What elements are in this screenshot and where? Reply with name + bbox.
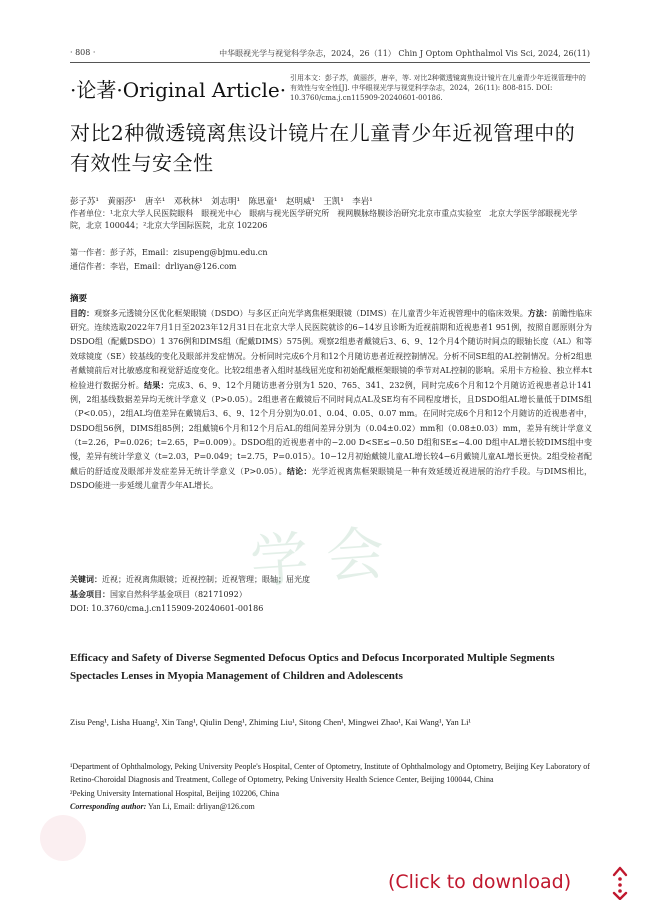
download-link[interactable]: (Click to download)	[388, 871, 572, 893]
affiliation-chinese: 作者单位：¹北京大学人民医院眼科 眼视光中心 眼病与视光医学研究所 视网膜脉络膜诊治研究北京市重点实验室 北京大学医学部眼视光学院，北京 100044；²北京大学国际医院，北京 102206	[70, 209, 578, 230]
keywords	[70, 574, 310, 585]
affiliation-english-1: ¹Department of Ophthalmology, Peking University People's Hospital, Center of Optometry, Institute of Ophthalmology and Optometry, Beijing Key Laboratory of Retino-Choroidal Diagnosis and Treatment, College of Optometry, Peking University Health Science Center, Beijing 100044, China	[70, 762, 590, 785]
abstract-heading: 摘要	[70, 294, 88, 304]
corr-text-en: Yan Li, Email: drliyan@126.com	[146, 802, 255, 812]
corresponding-author: 通信作者：李岩，Email：drliyan@126.com	[70, 262, 237, 271]
keywords-label: 关键词：	[70, 574, 102, 584]
keywords-text: 近视；近视离焦眼镜；近视控制；近视管理；眼轴；屈光度	[102, 575, 310, 584]
methods-label: 方法：	[527, 308, 552, 318]
conclusion-text: 光学近视离焦框架眼镜是一种有效延缓近视进展的治疗手段。与DIMS相比，DSDO能进一步延缓儿童青少年AL增长。	[70, 467, 592, 491]
fund	[70, 589, 247, 600]
affiliation-english-2: ²Peking University International Hospital, Beijing 102206, China	[70, 788, 280, 798]
corr-label-en: Corresponding author:	[70, 802, 147, 812]
methods-text: 前瞻性临床研究。连续选取2022年7月1日至2023年12月31日在北京大学人民医院就诊的6~14岁且诊断为近视前期和近视患者1 951例，按照自愿原则分为DSDO组（配戴DSDO）1 376例和DIMS组（配戴DIMS）575例。观察2组患者戴镜后3、6、9、12个月4个随访时间点的眼轴长度（AL）和等效球镜度（SE）较基线的变化及眼部并发症情况。分析同时完成6个月和12个月随访患者近视控制情况。分析不同SE组的AL控制情况。分析2组患者戴镜前后对比敏感度和视觉舒适度变化。比较2组患者入组时基线屈光度和初始配戴框架眼镜的季节对AL控制的影响。采用卡方检验、独立样本t检验进行数据分析。	[70, 309, 593, 391]
journal-info: 中华眼视光学与视觉科学杂志，2024，26（11） Chin J Optom Ophthalmol Vis Sci, 2024, 26(11)	[219, 49, 590, 58]
watermark-logo: 学会	[248, 517, 405, 597]
fund-text: 国家自然科学基金项目（82171092）	[110, 590, 247, 599]
section-tag: ·论著·Original Article·	[70, 78, 287, 102]
header-rule	[70, 62, 590, 63]
results-label: 结果：	[144, 380, 169, 391]
conclusion-label: 结论：	[286, 466, 312, 477]
affiliation-english	[70, 760, 590, 814]
corresponding-english	[70, 800, 590, 813]
page-number: · 808 ·	[70, 48, 96, 57]
download-arrow-icon[interactable]	[611, 866, 629, 900]
first-author: 第一作者：彭子苏，Email：zisupeng@bjmu.edu.cn	[70, 248, 268, 257]
authors-chinese: 彭子苏¹ 黄丽莎¹ 唐辛¹ 邓秋林¹ 刘志明¹ 陈思童¹ 赵明威¹ 王凯¹ 李岩¹	[70, 197, 373, 207]
fund-label: 基金项目：	[70, 589, 110, 599]
seal-watermark	[40, 815, 86, 861]
abstract-body	[70, 306, 592, 494]
title-english: Efficacy and Safety of Diverse Segmented Defocus Optics and Defocus Incorporated Multiple Segments Spectacles Lenses in Myopia Management of Children and Adolescents	[70, 652, 555, 682]
title-chinese: 对比2种微透镜离焦设计镜片在儿童青少年近视管理中的有效性与安全性	[70, 121, 576, 175]
citation-text: 引用本文：彭子苏，黄丽莎，唐辛，等. 对比2种微透镜离焦设计镜片在儿童青少年近视管理中的有效性与安全性[J]. 中华眼视光学与视觉科学杂志，2024，26(11): 808-815. DOI: 10.3760/cma.j.cn115909-20240601-00186.	[290, 74, 586, 102]
objective-label: 目的：	[70, 308, 95, 318]
results-text: 完成3、6、9、12个月随访患者分别为1 520、765、341、232例，同时完成6个月和12个月随访近视患者总计141例，2组基线数据差异均无统计学意义（P>0.05）。2组患者在戴镜后不同时间点AL及SE均有不同程度增长，且DSDO组AL增长量低于DIMS组（P<0.05），2组AL均值差异在戴镜后3、6、9、12个月分别为0.01、0.04、0.05、0.07 mm。在同时完成6个月和12个月随访的近视患者中，DSDO组56例，DIMS组85例；2组戴镜6个月和12个月后AL的组间差异分别为（0.04±0.02）mm和（0.08±0.03）mm，差异有统计学意义（t=2.26，P=0.026；t=2.65，P=0.009）。DSDO组的近视患者中的−2.00 D<SE≤−0.50 D组和SE≤−4.00 D组中AL增长较DIMS组中变慢，差异有统计学意义（t=2.03，P=0.049；t=2.75，P=0.015）。10−12月初始戴镜儿童AL增长较4−6月戴镜儿童AL增长更快。2组受检者配戴后的舒适度及眼部并发症差异无统计学意义（P>0.05）。	[70, 381, 593, 477]
doi: DOI: 10.3760/cma.j.cn115909-20240601-00186	[70, 604, 264, 613]
authors-english: Zisu Peng¹, Lisha Huang², Xin Tang¹, Qiulin Deng¹, Zhiming Liu¹, Sitong Chen¹, Mingwei Zhao¹, Kai Wang¹, Yan Li¹	[70, 717, 471, 727]
objective-text: 观察多元透镜分区优化框架眼镜（DSDO）与多区正向光学离焦框架眼镜（DIMS）在儿童青少年近视管理中的临床效果。	[94, 309, 528, 318]
